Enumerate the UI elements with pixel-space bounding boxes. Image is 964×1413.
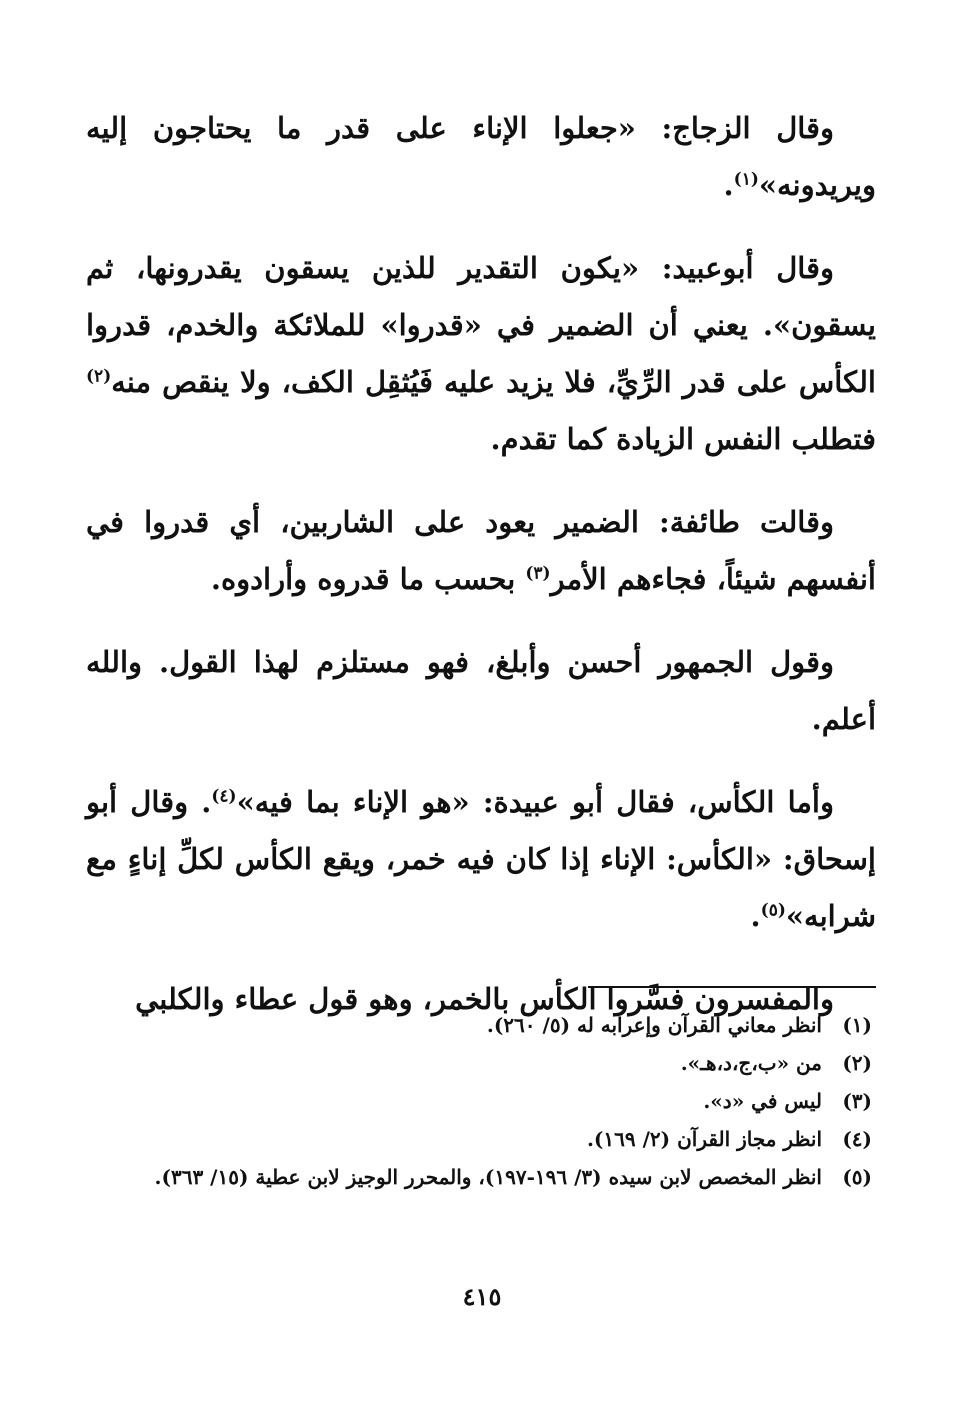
footnote-number: (٤) xyxy=(842,1127,872,1151)
footnote-number: (٥) xyxy=(842,1165,872,1189)
footnote-divider xyxy=(588,986,876,988)
paragraph-kas xyxy=(86,774,876,945)
paragraph-tail: فتطلب النفس الزيادة كما تقدم. xyxy=(490,422,876,456)
footnote-text: انظر المخصص لابن سيده (٣/ ١٩٦-١٩٧)، والمحرر الوجيز لابن عطية (١٥/ ٣٦٣). xyxy=(154,1165,822,1189)
footnote-marker: (١) xyxy=(733,169,759,190)
paragraph-text: وقول الجمهور أحسن وأبلغ، فهو مستلزم لهذا القول. والله أعلم. xyxy=(86,645,876,736)
footnote-marker: (٢) xyxy=(86,366,112,387)
footnote-item xyxy=(86,1120,876,1158)
paragraph-text: وقال أبوعبيد: «يكون التقدير للذين يسقون يقدرونها، ثم يسقون». يعني أن الضمير في «قدروا» للملائكة والخدم، قدروا الكأس على قدر الرِّيِّ، فلا يزيد عليه فَيُثقِل الكف، ولا ينقص منه xyxy=(86,251,876,399)
page-number: ٤١٥ xyxy=(462,1282,502,1311)
footnote-number: (٢) xyxy=(842,1051,872,1075)
paragraph-zajjaj xyxy=(86,100,876,214)
paragraph-tail: بحسب ما قدروه وأرادوه. xyxy=(210,562,526,596)
footnote-number: (٣) xyxy=(842,1089,872,1113)
footnote-marker: (٤) xyxy=(211,786,237,807)
footnote-item xyxy=(86,1044,876,1082)
paragraph-taifa xyxy=(86,494,876,608)
paragraph-text: والمفسرون فسَّروا الكأس بالخمر، وهو قول عطاء والكلبي xyxy=(135,982,834,1016)
paragraph-abu-ubaid xyxy=(86,240,876,468)
footnote-text: ليس في «د». xyxy=(703,1089,822,1113)
paragraph-text: وأما الكأس، فقال أبو عبيدة: «هو الإناء بما فيه» xyxy=(236,785,834,819)
footnote-text: انظر مجاز القرآن (٢/ ١٦٩). xyxy=(586,1127,822,1151)
footnote-item xyxy=(86,1082,876,1120)
footnote-item xyxy=(86,1006,876,1044)
footnote-text: من «ب،ج،د،هـ». xyxy=(680,1051,822,1075)
paragraph-text: وقال الزجاج: «جعلوا الإناء على قدر ما يحتاجون إليه ويريدونه» xyxy=(86,111,876,202)
footnote-number: (١) xyxy=(842,1013,872,1037)
footnote-text: انظر معاني القرآن وإعرابه له (٥/ ٢٦٠). xyxy=(486,1013,822,1037)
main-text xyxy=(86,100,876,1054)
footnote-marker: (٥) xyxy=(760,900,786,921)
footnotes-list xyxy=(86,1006,876,1196)
footnote-item xyxy=(86,1158,876,1196)
paragraph-tail: . xyxy=(723,168,734,202)
paragraph-jumhur xyxy=(86,634,876,748)
paragraph-tail: . وقال أبو إسحاق: «الكأس: الإناء إذا كان فيه خمر، ويقع الكأس لكلِّ إناءٍ مع شرابه» xyxy=(86,785,876,933)
footnote-marker: (٣) xyxy=(525,563,551,584)
paragraph-tail: . xyxy=(750,899,761,933)
paragraph-text: وقالت طائفة: الضمير يعود على الشاربين، أي قدروا في أنفسهم شيئاً، فجاءهم الأمر xyxy=(86,505,876,596)
